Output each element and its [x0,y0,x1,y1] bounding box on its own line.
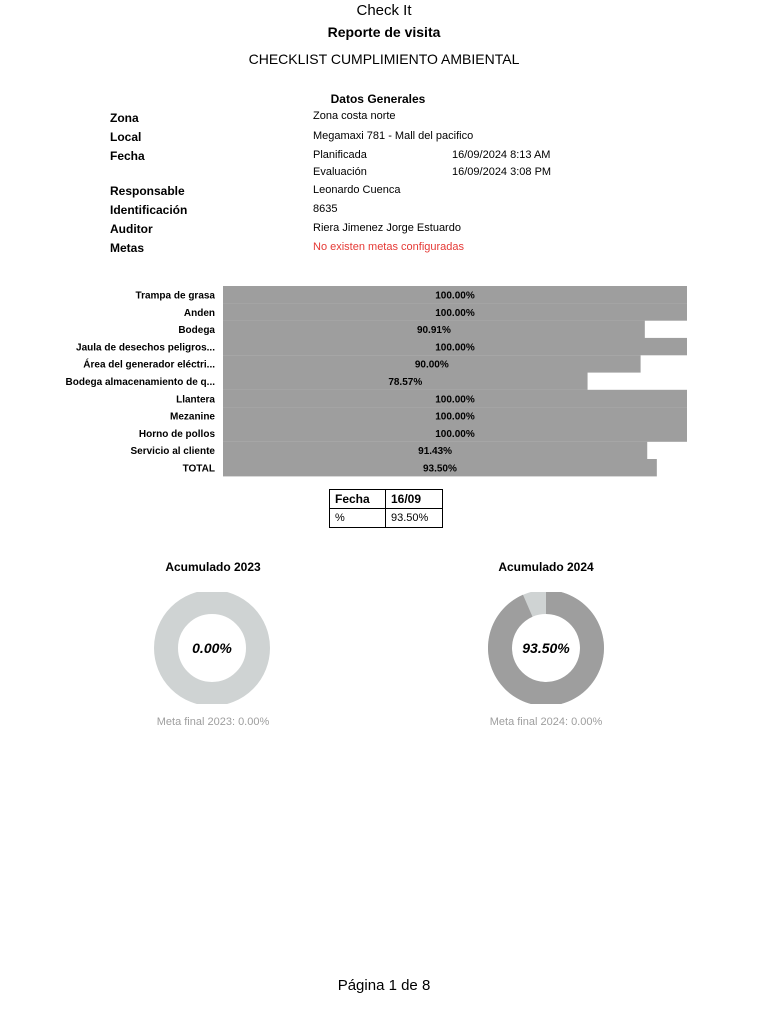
summary-table [329,489,443,528]
planificada-label: Planificada [313,149,367,161]
compliance-bar-chart [0,286,768,481]
donut-2024-chart [486,592,606,704]
bar-category-label: TOTAL [182,463,215,475]
fecha-label: Fecha [110,149,145,163]
auditor-label: Auditor [110,222,153,236]
general-data-title: Datos Generales [330,92,426,106]
bar-value-label: 100.00% [435,394,475,406]
summary-header-label: Fecha [330,490,386,509]
bar-category-label: Trampa de grasa [135,290,215,302]
donut-2023-chart [152,592,272,704]
auditor-value: Riera Jimenez Jorge Estuardo [313,222,461,234]
responsable-value: Leonardo Cuenca [313,184,401,196]
evaluacion-value: 16/09/2024 3:08 PM [452,166,552,178]
summary-header-value: 16/09 [386,490,443,509]
bar-category-label: Servicio al cliente [130,446,215,458]
zona-label: Zona [110,111,139,125]
bar-value-label: 90.00% [414,359,449,371]
metas-label: Metas [110,241,145,255]
bar-value-label: 100.00% [435,290,475,302]
report-title: Reporte de visita [327,24,441,40]
donut-center-label: 93.50% [522,640,570,656]
bar-category-label: Horno de pollos [138,428,215,440]
bar-value-label: 78.57% [388,377,423,388]
summary-row-value: 93.50% [386,509,443,528]
bar-category-label: Anden [183,307,215,319]
identificacion-label: Identificación [110,203,188,217]
metas-value: No existen metas configuradas [313,241,465,253]
checklist-title: CHECKLIST CUMPLIMIENTO AMBIENTAL [248,51,520,67]
donut-2024-footer: Meta final 2024: 0.00% [489,716,603,728]
app-title: Check It [356,2,412,19]
page-number: Página 1 de 8 [337,977,431,994]
donut-2024-title: Acumulado 2024 [498,560,594,574]
responsable-label: Responsable [110,184,185,198]
zona-value: Zona costa norte [313,110,396,122]
bar-category-label: Área del generador eléctri... [83,359,215,371]
bar-category-label: Bodega [178,325,215,337]
local-value: Megamaxi 781 - Mall del pacifico [313,130,474,142]
bar-category-label: Llantera [176,394,215,406]
donut-2023-title: Acumulado 2023 [165,560,261,574]
bar-value-label: 93.50% [422,463,457,475]
donut-2023-footer: Meta final 2023: 0.00% [156,716,270,728]
bar-value-label: 90.91% [416,325,451,337]
bar-value-label: 100.00% [435,342,475,354]
summary-header-row [330,490,443,509]
summary-row-label: % [330,509,386,528]
bar-value-label: 100.00% [435,428,475,440]
bar-category-label: Mezanine [169,411,215,423]
evaluacion-label: Evaluación [313,166,367,178]
summary-data-row [330,509,443,528]
bar-value-label: 91.43% [418,446,453,458]
identificacion-value: 8635 [313,203,338,215]
donut-center-label: 0.00% [192,640,232,656]
bar-category-label: Bodega almacenamiento de q... [65,377,215,388]
local-label: Local [110,130,142,144]
planificada-value: 16/09/2024 8:13 AM [452,149,551,161]
bar-category-label: Jaula de desechos peligros... [76,342,215,354]
bar-value-label: 100.00% [435,307,475,319]
bar-value-label: 100.00% [435,411,475,423]
